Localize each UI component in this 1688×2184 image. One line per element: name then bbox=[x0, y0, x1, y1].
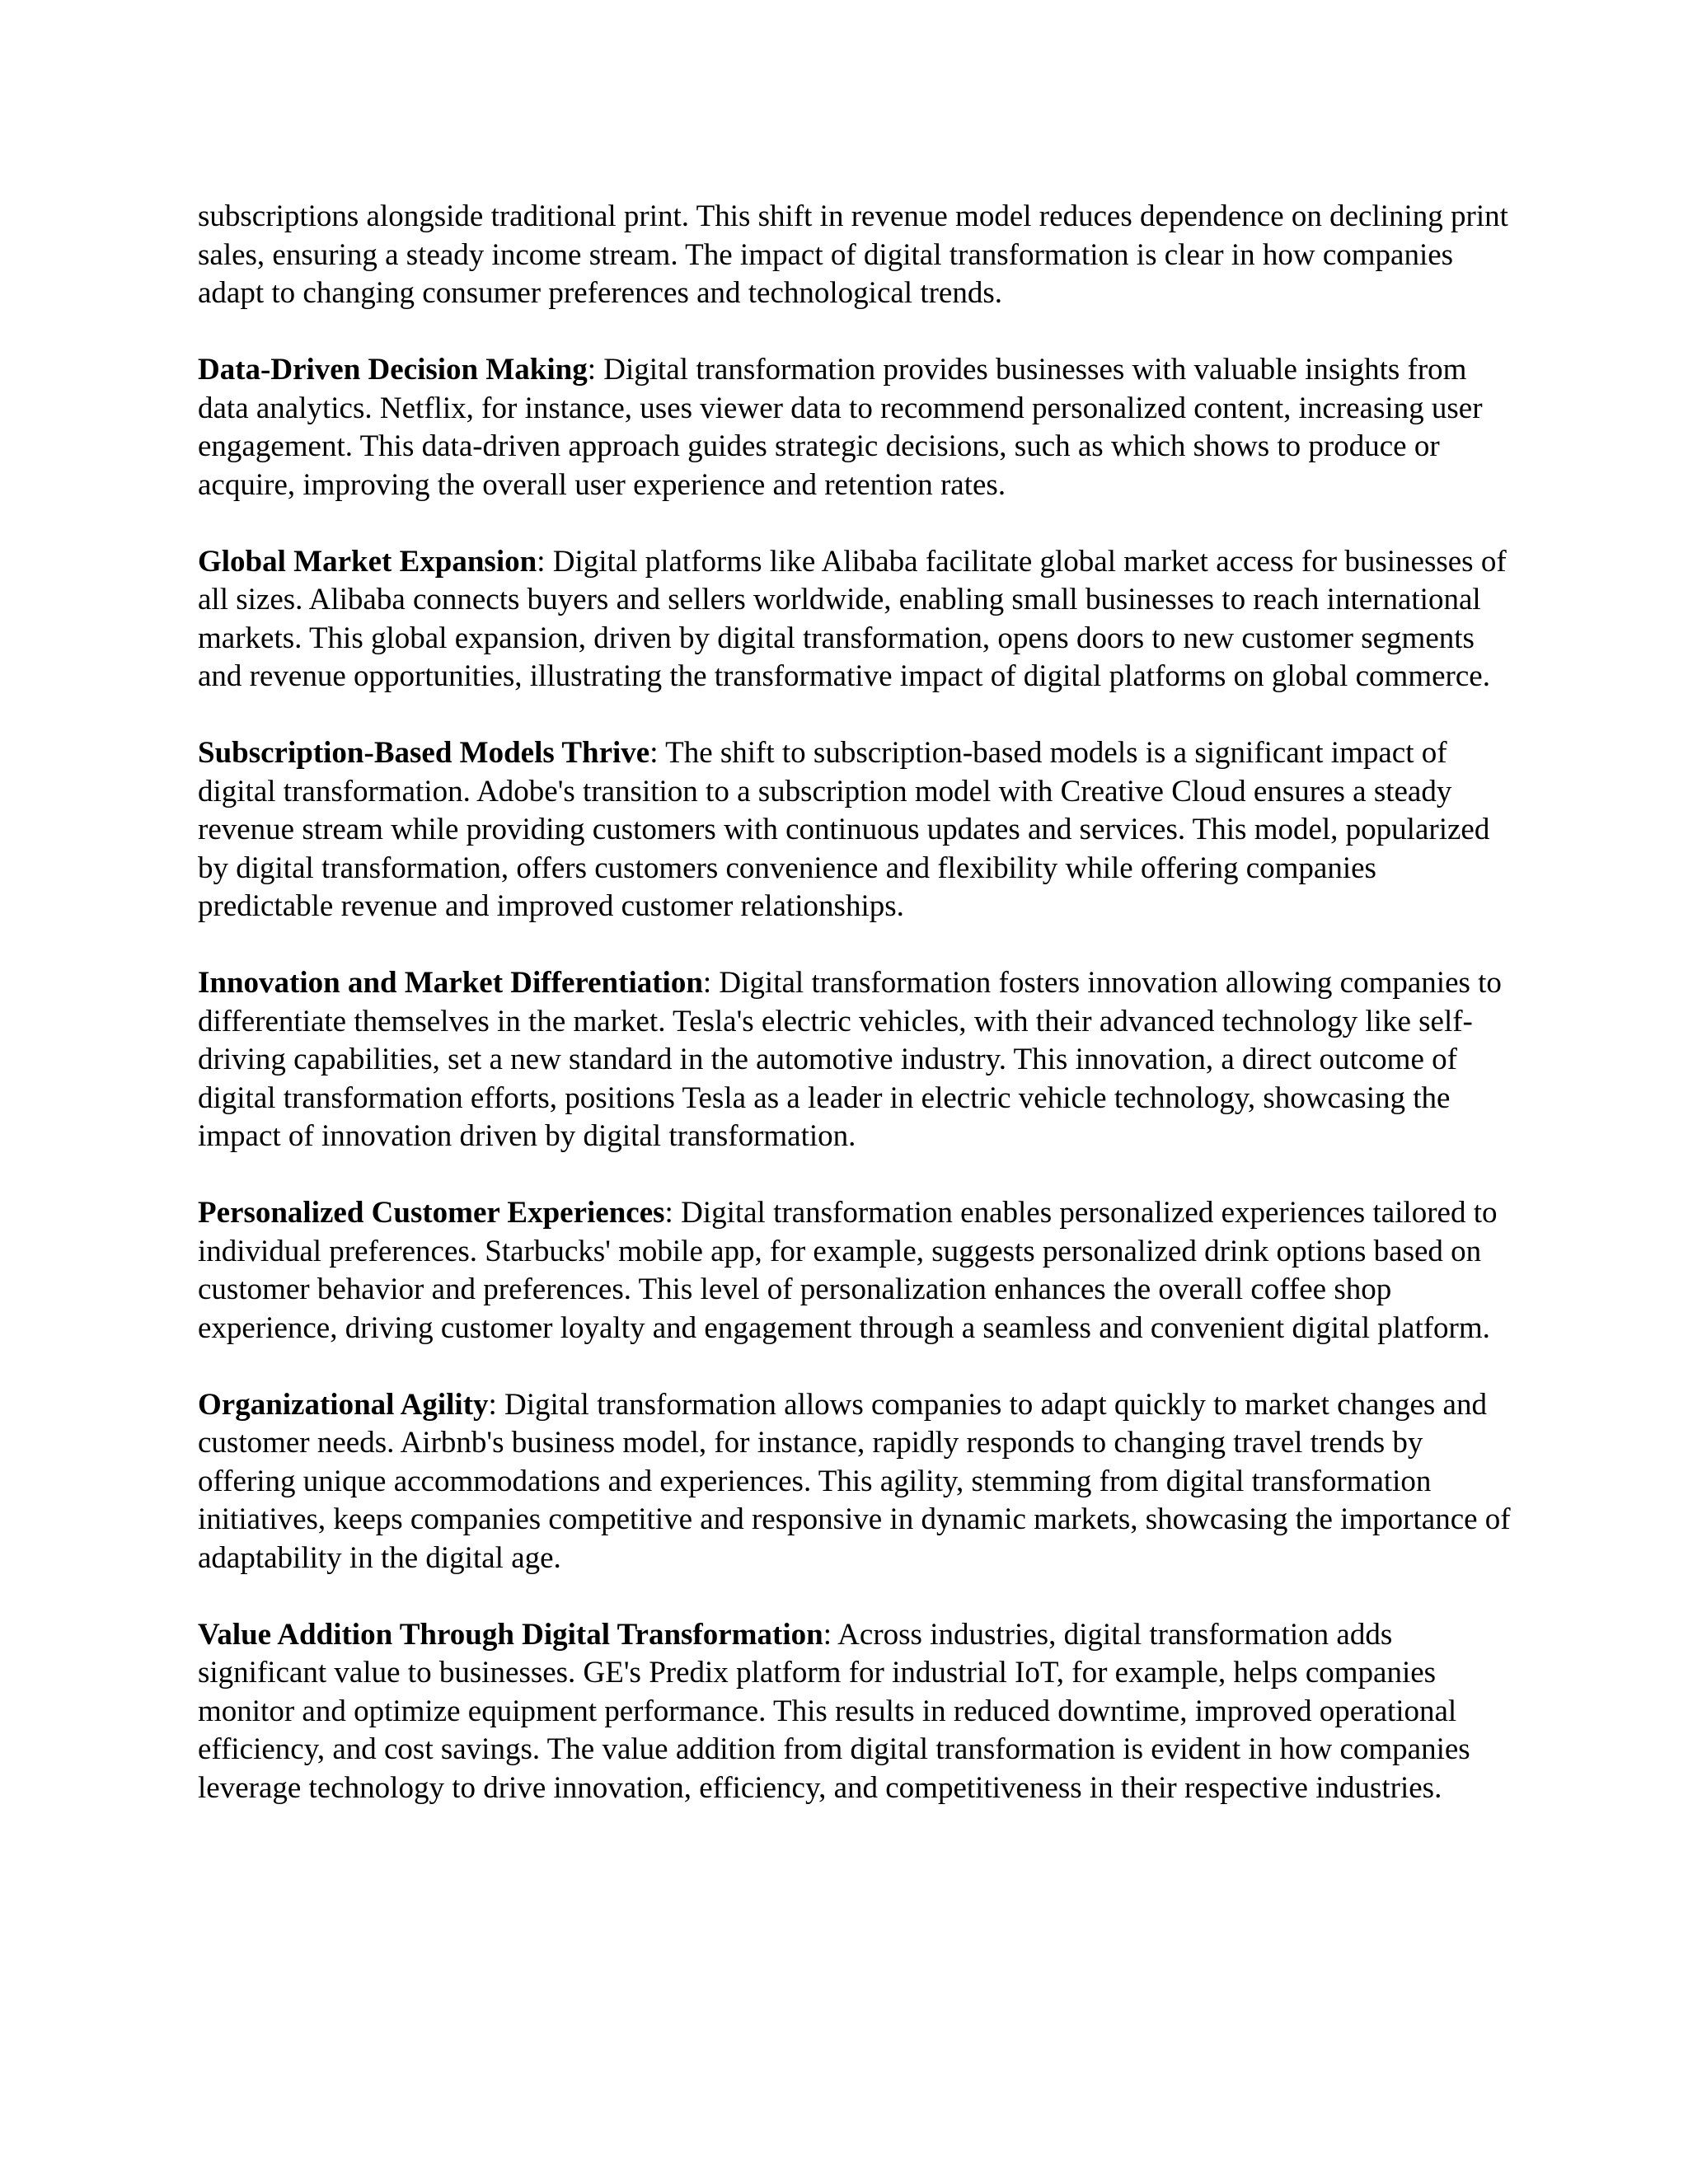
paragraph-body: : Digital platforms like Alibaba facilitate global market access for businesses of all sizes. Alibaba connects buyers and sellers worldwide, enabling small businesses to reach international markets. This global expansion, driven by digital transformation, opens doors to new customer segments and revenue opportunities, illustrating the transformative impact of digital platforms on global commerce. bbox=[198, 544, 1507, 693]
intro-paragraph bbox=[198, 198, 1517, 313]
paragraph-heading: Subscription-Based Models Thrive bbox=[198, 736, 650, 770]
paragraph-personalized-customer-experiences bbox=[198, 1194, 1517, 1347]
paragraph-heading: Personalized Customer Experiences bbox=[198, 1196, 665, 1230]
paragraph-body: : Digital transformation allows companies to adapt quickly to market changes and customer needs. Airbnb's business model, for instance, rapidly responds to changing travel trends by offering unique accommodations and experiences. This agility, stemming from digital transformation initiatives, keeps companies competitive and responsive in dynamic markets, showcasing the importance of adaptability in the digital age. bbox=[198, 1387, 1511, 1575]
paragraph-subscription-based-models bbox=[198, 734, 1517, 926]
paragraph-heading: Value Addition Through Digital Transformation bbox=[198, 1617, 823, 1652]
paragraph-innovation-market-differentiation bbox=[198, 964, 1517, 1156]
paragraph-heading: Data-Driven Decision Making bbox=[198, 353, 588, 387]
intro-text: subscriptions alongside traditional print. This shift in revenue model reduces dependence on declining print sales, ensuring a steady income stream. The impact of digital transformation is clear in how companies adapt to changing consumer preferences and technological trends. bbox=[198, 199, 1508, 310]
paragraph-data-driven-decision-making bbox=[198, 351, 1517, 504]
paragraph-body: : Digital transformation fosters innovation allowing companies to differentiate themselves in the market. Tesla's electric vehicles, with their advanced technology like self-driving capabilities, set a new standard in the automotive industry. This innovation, a direct outcome of digital transformation efforts, positions Tesla as a leader in electric vehicle technology, showcasing the impact of innovation driven by digital transformation. bbox=[198, 966, 1502, 1153]
paragraph-value-addition bbox=[198, 1616, 1517, 1808]
paragraph-body: : The shift to subscription-based models is a significant impact of digital transformation. Adobe's transition to a subscription model with Creative Cloud ensures a steady revenue stream while providing customers with continuous updates and services. This model, popularized by digital transformation, offers customers convenience and flexibility while offering companies predictable revenue and improved customer relationships. bbox=[198, 736, 1490, 923]
paragraph-organizational-agility bbox=[198, 1386, 1517, 1578]
paragraph-heading: Organizational Agility bbox=[198, 1387, 489, 1422]
paragraph-global-market-expansion bbox=[198, 543, 1517, 696]
paragraph-body: : Digital transformation provides businesses with valuable insights from data analytics. Netflix, for instance, uses viewer data to recommend personalized content, increasing user engagement. This data-driven approach guides strategic decisions, such as which shows to produce or acquire, improving the overall user experience and retention rates. bbox=[198, 353, 1483, 502]
paragraph-body: : Digital transformation enables personalized experiences tailored to individual preferences. Starbucks' mobile app, for example, suggests personalized drink options based on customer behavior and preferences. This level of personalization enhances the overall coffee shop experience, driving customer loyalty and engagement through a seamless and convenient digital platform. bbox=[198, 1196, 1498, 1345]
paragraph-heading: Innovation and Market Differentiation bbox=[198, 966, 703, 1000]
paragraph-heading: Global Market Expansion bbox=[198, 544, 537, 579]
paragraph-body: : Across industries, digital transformation adds significant value to businesses. GE's Predix platform for industrial IoT, for example, helps companies monitor and optimize equipment performance. This results in reduced downtime, improved operational efficiency, and cost savings. The value addition from digital transformation is evident in how companies leverage technology to drive innovation, efficiency, and competitiveness in their respective industries. bbox=[198, 1617, 1470, 1805]
document-body bbox=[198, 198, 1517, 1846]
